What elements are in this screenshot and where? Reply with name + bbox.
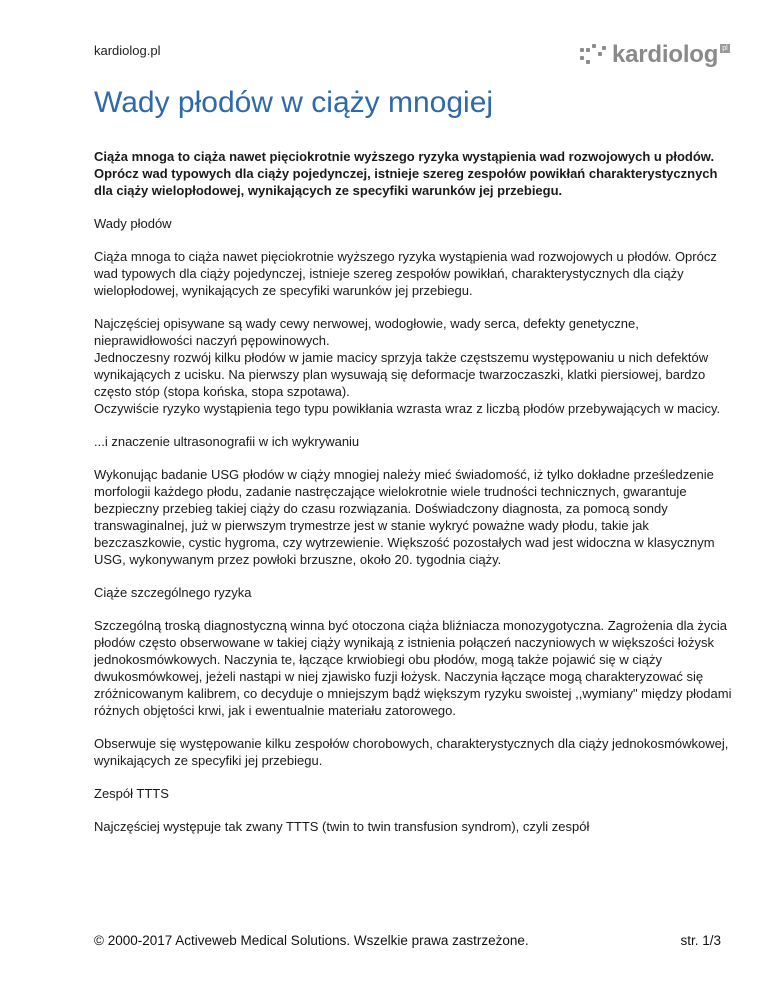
site-name: kardiolog.pl: [94, 43, 161, 58]
paragraph-defects-line-3: Oczywiście ryzyko wystąpienia tego typu powikłania wzrasta wraz z liczbą płodów przebywających w macicy.: [94, 401, 721, 416]
logo-text: kardiolog: [612, 41, 719, 68]
kardiolog-logo: [580, 42, 730, 68]
section-heading-ttts: Zespół TTTS: [94, 786, 169, 801]
article-lead: Ciąża mnoga to ciąża nawet pięciokrotnie wyższego ryzyka wystąpienia wad rozwojowych u płodów. Oprócz wad typowych dla ciąży pojedynczej, istnieje szereg zespołów powikłań charakterystycznych dla ciąży wielopłodowej, wynikających ze specyfiki warunków jej przebiegu.: [94, 149, 718, 198]
footer-copyright: © 2000-2017 Activeweb Medical Solutions. Wszelkie prawa zastrzeżone.: [94, 933, 529, 948]
article-body: [94, 148, 734, 851]
section-heading-wady: Wady płodów: [94, 216, 172, 231]
paragraph-syndromes: Obserwuje się występowanie kilku zespołów chorobowych, charakterystycznych dla ciąży jednokosmówkowej, wynikających ze specyfiki jej przebiegu.: [94, 736, 729, 768]
paragraph-ttts: Najczęściej występuje tak zwany TTTS (twin to twin transfusion syndrom), czyli zespół: [94, 819, 590, 834]
paragraph-defects-line-1: Najczęściej opisywane są wady cewy nerwowej, wodogłowie, wady serca, defekty genetyczne, nieprawidłowości naczyń pępowinowych.: [94, 316, 639, 348]
paragraph-defects-line-2: Jednoczesny rozwój kilku płodów w jamie macicy sprzyja także częstszemu występowaniu u nich defektów wynikających z ucisku. Na pierwszy plan wysuwają się deformacje twarzoczaszki, klatki piersiowej, bardzo często stóp (stopa końska, stopa szpotawa).: [94, 350, 709, 399]
paragraph-defects: [94, 315, 734, 417]
article-title: Wady płodów w ciąży mnogiej: [94, 86, 494, 119]
paragraph-intro: Ciąża mnoga to ciąża nawet pięciokrotnie wyższego ryzyka wystąpienia wad rozwojowych u płodów. Oprócz wad typowych dla ciąży pojedynczej, istnieje szereg zespołów powikłań, charakterystycznych dla ciąży wielopłodowej, wynikających ze specyfiki warunków jej przebiegu.: [94, 249, 717, 298]
section-heading-ryzyko: Ciąże szczególnego ryzyka: [94, 585, 252, 600]
logo-suffix: pl: [722, 45, 728, 52]
logo-dots-icon: [580, 44, 608, 66]
paragraph-usg: Wykonując badanie USG płodów w ciąży mnogiej należy mieć świadomość, iż tylko dokładne prześledzenie morfologii każdego płodu, zadanie nastręczające wielokrotnie wiele trudności technicznych, gwarantuje bezpieczny przebieg takiej ciąży do czasu rozwiązania. Doświadczony diagnosta, za pomocą sondy transwaginalnej, już w pierwszym trymestrze jest w stanie wykryć poważne wady płodu, takie jak bezczaszkowie, cystic hygroma, czy wytrzewienie. Większość pozostałych wad jest widoczna w klasycznym USG, wykonywanym przez powłoki brzuszne, około 20. tygodnia ciąży.: [94, 467, 715, 567]
paragraph-monozygotic: Szczególną troską diagnostyczną winna być otoczona ciąża bliźniacza monozygotyczna. Zagrożenia dla życia płodów często obserwowane w takiej ciąży wynikają z istnienia połączeń naczyniowych w większości łożysk jednokosmówkowych. Naczynia te, łączące krwiobiegi obu płodów, mogą także pojawić się w ciąży dwukosmówkowej, jeżeli nastąpi w niej zjawisko fuzji łożysk. Naczynia łączące mogą charakteryzować się zróżnicowanym kalibrem, co decyduje o mniejszym bądź większym ryzyku swoistej ,,wymiany" między płodami różnych objętości krwi, jak i ewentualnie materiału zatorowego.: [94, 618, 732, 718]
section-heading-usg: ...i znaczenie ultrasonografii w ich wykrywaniu: [94, 434, 360, 449]
page-number: str. 1/3: [680, 933, 721, 948]
